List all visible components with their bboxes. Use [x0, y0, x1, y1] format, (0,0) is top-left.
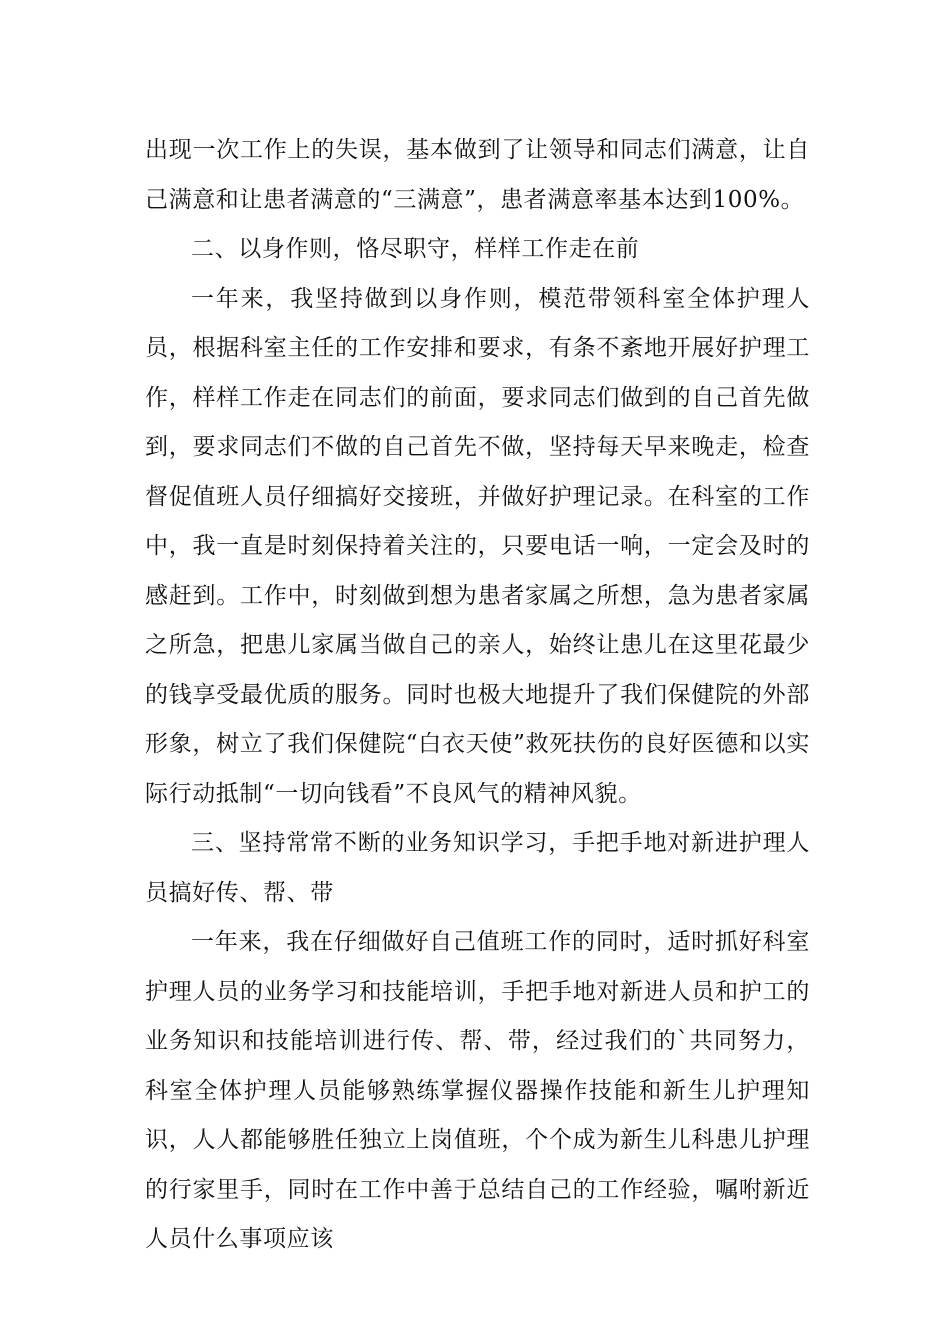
- paragraph-continuation: 出现一次工作上的失误，基本做到了让领导和同志们满意，让自己满意和让患者满意的“三满意”，患者满意率基本达到100%。: [145, 137, 810, 213]
- section-heading-2: 二、以身作则，恪尽职守，样样工作走在前: [191, 236, 640, 262]
- section-heading-3: 三、坚持常常不断的业务知识学习，手把手地对新进护理人员搞好传、帮、带: [145, 830, 810, 906]
- document-body: [145, 126, 810, 1265]
- paragraph-section-2-body: 一年来，我坚持做到以身作则，模范带领科室全体护理人员，根据科室主任的工作安排和要求，有条不紊地开展好护理工作，样样工作走在同志们的前面，要求同志们做到的自己首先做到，要求同志们不做的自己首先不做，坚持每天早来晚走，检查督促值班人员仔细搞好交接班，并做好护理记录。在科室的工作中，我一直是时刻保持着关注的，只要电话一响，一定会及时的感赶到。工作中，时刻做到想为患者家属之所想，急为患者家属之所急，把患儿家属当做自己的亲人，始终让患儿在这里花最少的钱享受最优质的服务。同时也极大地提升了我们保健院的外部形象，树立了我们保健院“白衣天使”救死扶伤的良好医德和以实际行动抵制“一切向钱看”不良风气的精神风貌。: [145, 285, 810, 807]
- paragraph-section-3-body: 一年来，我在仔细做好自己值班工作的同时，适时抓好科室护理人员的业务学习和技能培训，手把手地对新进人员和护工的业务知识和技能培训进行传、帮、带，经过我们的`共同努力，科室全体护理人员能够熟练掌握仪器操作技能和新生儿护理知识，人人都能够胜任独立上岗值班，个个成为新生儿科患儿护理的行家里手，同时在工作中善于总结自己的工作经验，嘱咐新近人员什么事项应该: [145, 929, 810, 1252]
